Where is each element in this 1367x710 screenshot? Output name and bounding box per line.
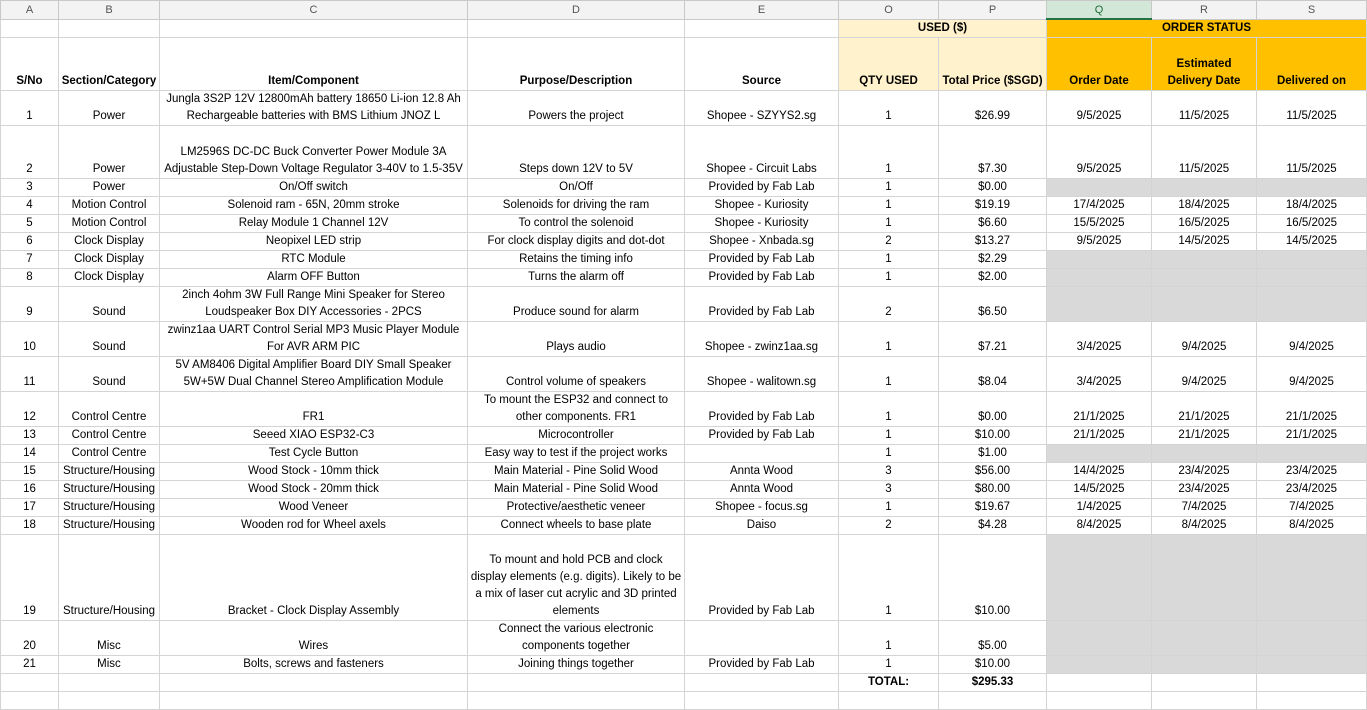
cell-item[interactable]: 2inch 4ohm 3W Full Range Mini Speaker for Stereo Loudspeaker Box DIY Accessories - 2PCS [160,287,468,322]
cell-price[interactable]: $0.00 [939,179,1047,197]
cell-delivered-on[interactable]: 9/4/2025 [1257,322,1367,357]
cell-price[interactable]: $1.00 [939,445,1047,463]
cell-purpose[interactable]: Connect the various electronic components together [468,621,685,656]
cell-section[interactable]: Control Centre [59,392,160,427]
cell-delivered-on[interactable]: 11/5/2025 [1257,91,1367,126]
cell-price[interactable]: $6.60 [939,215,1047,233]
cell-order-date[interactable] [1047,251,1152,269]
cell-sno[interactable]: 4 [1,197,59,215]
cell-order-date[interactable]: 21/1/2025 [1047,392,1152,427]
cell-order-date[interactable]: 9/5/2025 [1047,233,1152,251]
cell-purpose[interactable]: On/Off [468,179,685,197]
cell-purpose[interactable]: Main Material - Pine Solid Wood [468,481,685,499]
cell[interactable] [685,19,839,38]
cell[interactable] [1,19,59,38]
cell-source[interactable]: Shopee - Kuriosity [685,197,839,215]
cell[interactable] [1,674,59,692]
cell-item[interactable]: Wooden rod for Wheel axels [160,517,468,535]
cell-purpose[interactable]: Easy way to test if the project works [468,445,685,463]
table-row [1,621,1367,656]
cell-sno[interactable]: 17 [1,499,59,517]
cell-price[interactable]: $2.00 [939,269,1047,287]
cell-section[interactable]: Control Centre [59,427,160,445]
cell-sno[interactable]: 14 [1,445,59,463]
cell[interactable] [685,692,839,710]
cell-price[interactable]: $8.04 [939,357,1047,392]
cell[interactable] [1257,674,1367,692]
cell-delivered-on[interactable] [1257,251,1367,269]
cell-order-date[interactable] [1047,269,1152,287]
cell-section[interactable]: Structure/Housing [59,463,160,481]
cell-order-date[interactable] [1047,621,1152,656]
cell-price[interactable]: $4.28 [939,517,1047,535]
column-header-row [1,1,1367,20]
cell-delivered-on[interactable] [1257,656,1367,674]
cell-order-date[interactable]: 14/5/2025 [1047,481,1152,499]
column-header-a[interactable]: A [1,1,59,20]
order-status-group-header[interactable]: ORDER STATUS [1047,19,1367,38]
cell-price[interactable]: $13.27 [939,233,1047,251]
cell-delivered-on[interactable]: 9/4/2025 [1257,357,1367,392]
cell-sno[interactable]: 11 [1,357,59,392]
cell-estimated-delivery[interactable] [1152,269,1257,287]
table-row [1,269,1367,287]
cell-item[interactable]: Alarm OFF Button [160,269,468,287]
cell-section[interactable]: Clock Display [59,233,160,251]
total-label[interactable]: TOTAL: [839,674,939,692]
table-row [1,499,1367,517]
cell-price[interactable]: $80.00 [939,481,1047,499]
table-row [1,357,1367,392]
table-row [1,392,1367,427]
cell-estimated-delivery[interactable]: 14/5/2025 [1152,233,1257,251]
cell-estimated-delivery[interactable]: 18/4/2025 [1152,197,1257,215]
cell-source[interactable]: Shopee - Xnbada.sg [685,233,839,251]
table-row [1,197,1367,215]
cell-sno[interactable]: 2 [1,126,59,179]
cell-item[interactable]: zwinz1aa UART Control Serial MP3 Music Player Module For AVR ARM PIC [160,322,468,357]
cell-source[interactable]: Shopee - Circuit Labs [685,126,839,179]
cell-qty[interactable]: 1 [839,499,939,517]
cell-sno[interactable]: 9 [1,287,59,322]
cell-purpose[interactable]: For clock display digits and dot-dot [468,233,685,251]
cell-delivered-on[interactable] [1257,621,1367,656]
cell-item[interactable]: Bracket - Clock Display Assembly [160,535,468,621]
column-header-c[interactable]: C [160,1,468,20]
cell-section[interactable]: Motion Control [59,197,160,215]
table-row [1,517,1367,535]
header-row [1,38,1367,91]
cell[interactable] [160,692,468,710]
cell-delivered-on[interactable]: 7/4/2025 [1257,499,1367,517]
column-header-p[interactable]: P [939,1,1047,20]
cell-estimated-delivery[interactable] [1152,535,1257,621]
cell-qty[interactable]: 1 [839,197,939,215]
cell-source[interactable]: Daiso [685,517,839,535]
cell-source[interactable]: Shopee - zwinz1aa.sg [685,322,839,357]
cell-item[interactable]: Wood Stock - 10mm thick [160,463,468,481]
cell-purpose[interactable]: Connect wheels to base plate [468,517,685,535]
cell-delivered-on[interactable]: 14/5/2025 [1257,233,1367,251]
cell-item[interactable]: Relay Module 1 Channel 12V [160,215,468,233]
cell-price[interactable]: $10.00 [939,427,1047,445]
cell-purpose[interactable]: Solenoids for driving the ram [468,197,685,215]
cell-source[interactable]: Provided by Fab Lab [685,535,839,621]
cell-sno[interactable]: 19 [1,535,59,621]
cell-estimated-delivery[interactable]: 16/5/2025 [1152,215,1257,233]
cell-delivered-on[interactable]: 18/4/2025 [1257,197,1367,215]
cell-section[interactable]: Sound [59,357,160,392]
cell-purpose[interactable]: Protective/aesthetic veneer [468,499,685,517]
cell-sno[interactable]: 18 [1,517,59,535]
table-row [1,287,1367,322]
cell-sno[interactable]: 10 [1,322,59,357]
cell-estimated-delivery[interactable] [1152,179,1257,197]
cell-estimated-delivery[interactable]: 21/1/2025 [1152,392,1257,427]
cell-item[interactable]: 5V AM8406 Digital Amplifier Board DIY Small Speaker 5W+5W Dual Channel Stereo Amplification Module [160,357,468,392]
cell-section[interactable]: Power [59,126,160,179]
cell-sno[interactable]: 12 [1,392,59,427]
cell-sno[interactable]: 3 [1,179,59,197]
cell-estimated-delivery[interactable]: 7/4/2025 [1152,499,1257,517]
cell-section[interactable]: Power [59,179,160,197]
cell-item[interactable]: Bolts, screws and fasteners [160,656,468,674]
cell-delivered-on[interactable]: 11/5/2025 [1257,126,1367,179]
cell-qty[interactable]: 1 [839,535,939,621]
table-row [1,656,1367,674]
cell-qty[interactable]: 2 [839,287,939,322]
cell-qty[interactable]: 1 [839,269,939,287]
cell-sno[interactable]: 6 [1,233,59,251]
cell-qty[interactable]: 1 [839,91,939,126]
cell[interactable] [1152,674,1257,692]
cell-order-date[interactable] [1047,535,1152,621]
cell-estimated-delivery[interactable] [1152,621,1257,656]
cell-section[interactable]: Clock Display [59,251,160,269]
table-row [1,445,1367,463]
cell-purpose[interactable]: Steps down 12V to 5V [468,126,685,179]
cell[interactable] [839,692,939,710]
cell-source[interactable] [685,445,839,463]
cell-source[interactable]: Provided by Fab Lab [685,427,839,445]
cell[interactable] [1047,692,1152,710]
cell-estimated-delivery[interactable]: 21/1/2025 [1152,427,1257,445]
cell-qty[interactable]: 1 [839,445,939,463]
cell-item[interactable]: RTC Module [160,251,468,269]
cell-price[interactable]: $19.19 [939,197,1047,215]
cell-purpose[interactable]: To control the solenoid [468,215,685,233]
cell[interactable] [939,692,1047,710]
cell[interactable] [1257,692,1367,710]
cell-item[interactable]: Wires [160,621,468,656]
cell[interactable] [59,692,160,710]
cell-sno[interactable]: 15 [1,463,59,481]
empty-row [1,692,1367,710]
cell-section[interactable]: Structure/Housing [59,499,160,517]
cell-price[interactable]: $6.50 [939,287,1047,322]
cell-estimated-delivery[interactable]: 11/5/2025 [1152,126,1257,179]
cell-order-date[interactable]: 3/4/2025 [1047,322,1152,357]
cell-sno[interactable]: 20 [1,621,59,656]
column-header-q-selected[interactable]: Q [1047,1,1152,20]
cell-delivered-on[interactable]: 21/1/2025 [1257,392,1367,427]
cell-delivered-on[interactable] [1257,535,1367,621]
cell-price[interactable]: $10.00 [939,656,1047,674]
header-total-price[interactable]: Total Price ($SGD) [939,38,1047,91]
cell[interactable] [468,674,685,692]
cell-qty[interactable]: 3 [839,481,939,499]
cell-estimated-delivery[interactable]: 9/4/2025 [1152,357,1257,392]
table-row [1,215,1367,233]
cell-delivered-on[interactable]: 23/4/2025 [1257,481,1367,499]
cell-section[interactable]: Power [59,91,160,126]
cell-purpose[interactable]: Retains the timing info [468,251,685,269]
column-header-s[interactable]: S [1257,1,1367,20]
cell-purpose[interactable]: Main Material - Pine Solid Wood [468,463,685,481]
cell-estimated-delivery[interactable]: 23/4/2025 [1152,463,1257,481]
cell-delivered-on[interactable]: 16/5/2025 [1257,215,1367,233]
cell-order-date[interactable]: 14/4/2025 [1047,463,1152,481]
table-row [1,322,1367,357]
cell-delivered-on[interactable] [1257,445,1367,463]
cell-source[interactable]: Shopee - walitown.sg [685,357,839,392]
cell-purpose[interactable]: Turns the alarm off [468,269,685,287]
cell-order-date[interactable]: 8/4/2025 [1047,517,1152,535]
cell-price[interactable]: $10.00 [939,535,1047,621]
cell-qty[interactable]: 2 [839,233,939,251]
table-row [1,251,1367,269]
cell-source[interactable]: Provided by Fab Lab [685,251,839,269]
column-header-e[interactable]: E [685,1,839,20]
cell-section[interactable]: Control Centre [59,445,160,463]
cell-sno[interactable]: 16 [1,481,59,499]
cell[interactable] [1,692,59,710]
cell-source[interactable]: Provided by Fab Lab [685,287,839,322]
header-item[interactable]: Item/Component [160,38,468,91]
header-estimated-delivery[interactable]: Estimated Delivery Date [1152,38,1257,91]
cell-section[interactable]: Sound [59,322,160,357]
cell-source[interactable]: Provided by Fab Lab [685,656,839,674]
cell-item[interactable]: Wood Veneer [160,499,468,517]
cell-order-date[interactable] [1047,287,1152,322]
cell-estimated-delivery[interactable] [1152,287,1257,322]
cell-qty[interactable]: 1 [839,179,939,197]
header-order-date[interactable]: Order Date [1047,38,1152,91]
cell-section[interactable]: Structure/Housing [59,481,160,499]
cell-price[interactable]: $19.67 [939,499,1047,517]
cell-delivered-on[interactable]: 21/1/2025 [1257,427,1367,445]
cell-estimated-delivery[interactable]: 11/5/2025 [1152,91,1257,126]
cell[interactable] [1152,692,1257,710]
cell-purpose[interactable]: Joining things together [468,656,685,674]
table-row [1,179,1367,197]
table-row [1,91,1367,126]
cell-item[interactable]: On/Off switch [160,179,468,197]
cell[interactable] [59,19,160,38]
cell-delivered-on[interactable] [1257,269,1367,287]
cell-purpose[interactable]: Plays audio [468,322,685,357]
cell-order-date[interactable]: 3/4/2025 [1047,357,1152,392]
cell-source[interactable]: Shopee - Kuriosity [685,215,839,233]
cell-price[interactable]: $5.00 [939,621,1047,656]
table-row [1,535,1367,621]
cell-qty[interactable]: 1 [839,392,939,427]
cell-sno[interactable]: 1 [1,91,59,126]
cell[interactable] [160,19,468,38]
cell-source[interactable] [685,621,839,656]
cell-qty[interactable]: 1 [839,357,939,392]
cell-estimated-delivery[interactable] [1152,445,1257,463]
cell-source[interactable]: Provided by Fab Lab [685,179,839,197]
table-row [1,463,1367,481]
cell-qty[interactable]: 1 [839,621,939,656]
total-row [1,674,1367,692]
cell[interactable] [1047,674,1152,692]
cell-sno[interactable]: 5 [1,215,59,233]
cell-item[interactable]: Jungla 3S2P 12V 12800mAh battery 18650 Li-ion 12.8 Ah Rechargeable batteries with BMS Lithium JNOZ L [160,91,468,126]
cell-delivered-on[interactable]: 23/4/2025 [1257,463,1367,481]
cell-item[interactable]: Neopixel LED strip [160,233,468,251]
cell-price[interactable]: $26.99 [939,91,1047,126]
table-row [1,427,1367,445]
cell-purpose[interactable]: Control volume of speakers [468,357,685,392]
cell-qty[interactable]: 2 [839,517,939,535]
cell-sno[interactable]: 13 [1,427,59,445]
cell-sno[interactable]: 8 [1,269,59,287]
cell-item[interactable]: FR1 [160,392,468,427]
cell-order-date[interactable]: 9/5/2025 [1047,91,1152,126]
cell-order-date[interactable]: 21/1/2025 [1047,427,1152,445]
cell-estimated-delivery[interactable]: 8/4/2025 [1152,517,1257,535]
cell-qty[interactable]: 3 [839,463,939,481]
cell-section[interactable]: Structure/Housing [59,517,160,535]
cell-order-date[interactable]: 15/5/2025 [1047,215,1152,233]
cell-purpose[interactable]: Powers the project [468,91,685,126]
cell-delivered-on[interactable]: 8/4/2025 [1257,517,1367,535]
cell-order-date[interactable] [1047,445,1152,463]
cell-price[interactable]: $56.00 [939,463,1047,481]
cell-delivered-on[interactable] [1257,179,1367,197]
cell-source[interactable]: Provided by Fab Lab [685,392,839,427]
cell-price[interactable]: $7.30 [939,126,1047,179]
header-delivered-on[interactable]: Delivered on [1257,38,1367,91]
cell-purpose[interactable]: Produce sound for alarm [468,287,685,322]
cell-item[interactable]: Test Cycle Button [160,445,468,463]
total-value[interactable]: $295.33 [939,674,1047,692]
cell-price[interactable]: $7.21 [939,322,1047,357]
cell-item[interactable]: Solenoid ram - 65N, 20mm stroke [160,197,468,215]
group-header-row [1,19,1367,38]
cell-purpose[interactable]: To mount the ESP32 and connect to other components. FR1 [468,392,685,427]
cell[interactable] [59,674,160,692]
cell-order-date[interactable] [1047,179,1152,197]
cell-purpose[interactable]: To mount and hold PCB and clock display elements (e.g. digits). Likely to be a mix of laser cut acrylic and 3D printed elements [468,535,685,621]
cell-sno[interactable]: 21 [1,656,59,674]
cell[interactable] [160,674,468,692]
cell-qty[interactable]: 1 [839,126,939,179]
table-row [1,126,1367,179]
column-header-o[interactable]: O [839,1,939,20]
column-header-b[interactable]: B [59,1,160,20]
header-purpose[interactable]: Purpose/Description [468,38,685,91]
used-group-header[interactable]: USED ($) [839,19,1047,38]
cell-price[interactable]: $2.29 [939,251,1047,269]
cell-section[interactable]: Misc [59,656,160,674]
cell-estimated-delivery[interactable] [1152,251,1257,269]
cell-qty[interactable]: 1 [839,656,939,674]
cell-item[interactable]: LM2596S DC-DC Buck Converter Power Module 3A Adjustable Step-Down Voltage Regulator 3-40V to 1.5-35V [160,126,468,179]
table-row [1,481,1367,499]
cell-section[interactable]: Clock Display [59,269,160,287]
cell-estimated-delivery[interactable]: 23/4/2025 [1152,481,1257,499]
cell-sno[interactable]: 7 [1,251,59,269]
cell-qty[interactable]: 1 [839,322,939,357]
cell-qty[interactable]: 1 [839,251,939,269]
cell-order-date[interactable]: 1/4/2025 [1047,499,1152,517]
cell[interactable] [468,692,685,710]
cell-estimated-delivery[interactable] [1152,656,1257,674]
cell[interactable] [685,674,839,692]
cell-source[interactable]: Annta Wood [685,463,839,481]
header-qty-used[interactable]: QTY USED [839,38,939,91]
cell-item[interactable]: Wood Stock - 20mm thick [160,481,468,499]
table-row [1,233,1367,251]
header-source[interactable]: Source [685,38,839,91]
cell-order-date[interactable] [1047,656,1152,674]
header-section[interactable]: Section/Category [59,38,160,91]
column-header-r[interactable]: R [1152,1,1257,20]
cell-source[interactable]: Shopee - focus.sg [685,499,839,517]
cell-source[interactable]: Shopee - SZYYS2.sg [685,91,839,126]
cell-price[interactable]: $0.00 [939,392,1047,427]
cell-section[interactable]: Motion Control [59,215,160,233]
cell-delivered-on[interactable] [1257,287,1367,322]
cell-order-date[interactable]: 17/4/2025 [1047,197,1152,215]
column-header-d[interactable]: D [468,1,685,20]
cell-qty[interactable]: 1 [839,427,939,445]
cell-section[interactable]: Misc [59,621,160,656]
cell-estimated-delivery[interactable]: 9/4/2025 [1152,322,1257,357]
cell-section[interactable]: Sound [59,287,160,322]
cell-source[interactable]: Annta Wood [685,481,839,499]
header-sno[interactable]: S/No [1,38,59,91]
cell-source[interactable]: Provided by Fab Lab [685,269,839,287]
cell-qty[interactable]: 1 [839,215,939,233]
cell-order-date[interactable]: 9/5/2025 [1047,126,1152,179]
cell[interactable] [468,19,685,38]
cell-item[interactable]: Seeed XIAO ESP32-C3 [160,427,468,445]
cell-purpose[interactable]: Microcontroller [468,427,685,445]
cell-section[interactable]: Structure/Housing [59,535,160,621]
